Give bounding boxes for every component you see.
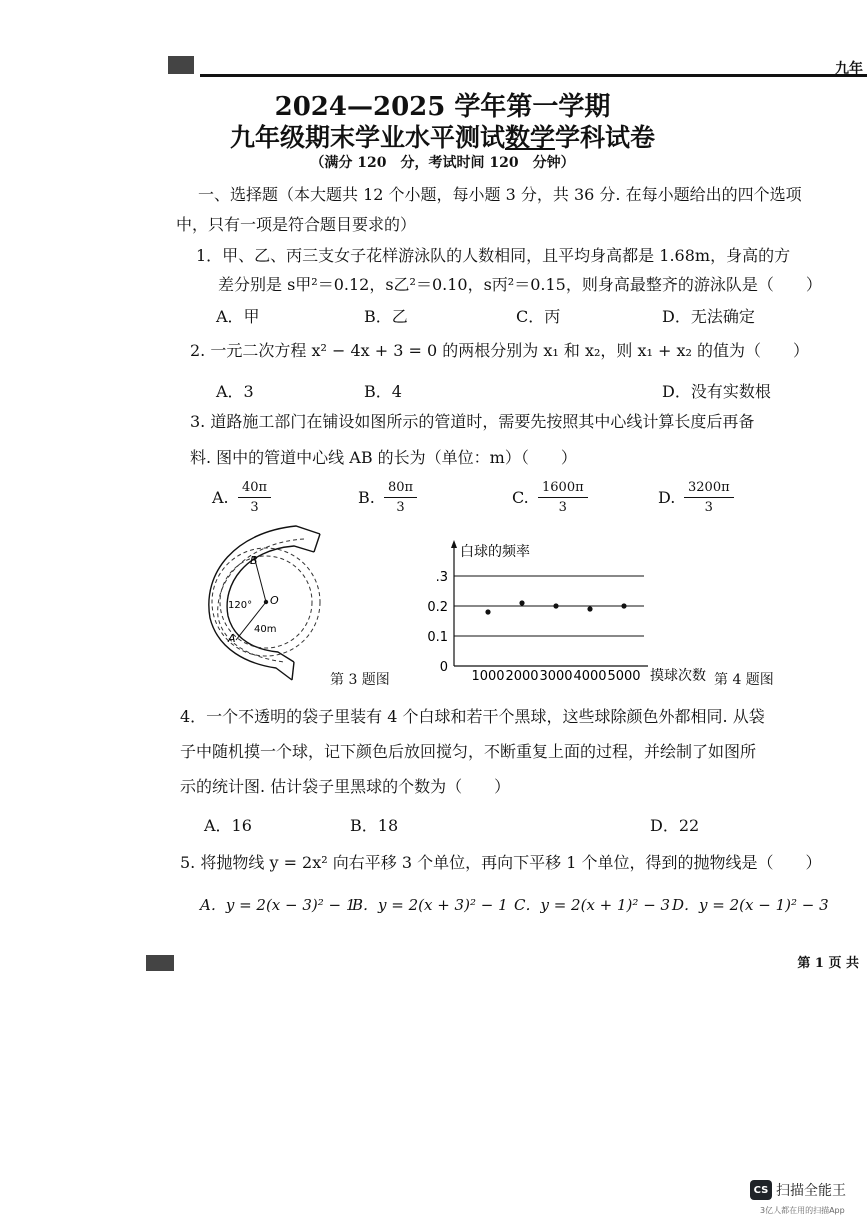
q2-line1: 2. 一元二次方程 x² − 4x + 3 = 0 的两根分别为 x₁ 和 x₂，则 x₁ + x₂ 的值为（ ） <box>190 341 810 360</box>
q3-option-d-fraction <box>684 480 734 515</box>
data-point <box>621 603 626 608</box>
q1-option-a: A．甲 <box>216 307 260 326</box>
q1-option-b: B．乙 <box>364 307 408 326</box>
q3-option-c-denominator: 3 <box>558 500 567 515</box>
q5-line1: 5. 将抛物线 y = 2x² 向右平移 3 个单位，再向下平移 1 个单位，得到的抛物线是（ ） <box>180 853 822 872</box>
q3-option-a-fraction <box>238 480 271 515</box>
header-rule <box>200 74 867 77</box>
q3-option-a-denominator: 3 <box>250 500 259 515</box>
q2-option-b: B．4 <box>364 382 402 401</box>
data-point <box>519 600 524 605</box>
header-right-label: 九年 <box>835 61 863 77</box>
q3-line1: 3. 道路施工部门在铺设如图所示的管道时，需要先按照其中心线计算长度后再备 <box>190 412 755 431</box>
scanner-watermark <box>750 1180 846 1200</box>
q3-option-d-numerator: 3200π <box>684 480 734 498</box>
label-b: B <box>250 554 258 567</box>
x-tick-label: 1000 <box>471 669 505 684</box>
q3-option-d-denominator: 3 <box>704 500 713 515</box>
x-tick-label: 2000 <box>505 669 539 684</box>
scanner-logo-icon: CS <box>750 1180 772 1200</box>
q4-option-a: A．16 <box>204 816 252 835</box>
label-a: A <box>228 632 236 645</box>
scanner-tagline: 3亿人都在用的扫描App <box>760 1206 845 1215</box>
page-number: 第 1 页 共 <box>797 956 859 971</box>
exam-title-year: 2024—2025 学年第一学期 <box>274 92 611 122</box>
y-axis-arrow <box>451 540 457 548</box>
q3-option-b-letter: B. <box>358 488 375 507</box>
q3-option-c-numerator: 1600π <box>538 480 588 498</box>
y-tick-label: 0 <box>439 660 448 675</box>
q2-option-a: A．3 <box>216 382 254 401</box>
q1-option-c: C．丙 <box>516 307 561 326</box>
q3-option-c-letter: C. <box>512 488 529 507</box>
title-part-a: 九年级期末学业水平测试 <box>229 123 505 152</box>
exam-subtitle: （满分 120 分，考试时间 120 分钟） <box>310 155 575 171</box>
q4-figure-caption: 第 4 题图 <box>714 672 774 688</box>
data-point <box>553 603 558 608</box>
section1-line1: 一、选择题（本大题共 12 个小题，每小题 3 分，共 36 分. 在每小题给出的四个选项 <box>198 185 802 204</box>
q3-option-a-numerator: 40π <box>238 480 271 498</box>
q3-line2: 料. 图中的管道中心线 AB 的长为（单位：m）（ ） <box>190 448 577 467</box>
x-tick-label: 5000 <box>607 669 641 684</box>
scanner-app-name: 扫描全能王 <box>776 1183 846 1199</box>
q4-line2: 子中随机摸一个球，记下颜色后放回搅匀，不断重复上面的过程，并绘制了如图所 <box>180 742 757 761</box>
q3-option-b-fraction <box>384 480 417 515</box>
q4-frequency-chart <box>418 536 706 688</box>
q5-option-b: B．y = 2(x + 3)² − 1 <box>352 896 508 914</box>
label-radius: 40m <box>254 624 277 635</box>
q4-option-d: D．22 <box>650 816 700 835</box>
chart-ylabel: 白球的频率 <box>460 544 530 560</box>
y-tick-label: 0.2 <box>427 600 448 615</box>
label-angle: 120° <box>228 600 253 611</box>
q5-option-c: C．y = 2(x + 1)² − 3 <box>514 896 671 914</box>
q3-option-b-denominator: 3 <box>396 500 405 515</box>
q2-option-d: D．没有实数根 <box>662 382 771 401</box>
x-tick-label: 3000 <box>539 669 573 684</box>
q3-option-c-fraction <box>538 480 588 515</box>
q4-option-b: B．18 <box>350 816 399 835</box>
q3-option-b-numerator: 80π <box>384 480 417 498</box>
label-o: O <box>270 594 279 607</box>
section1-line2: 中，只有一项是符合题目要求的） <box>176 215 417 234</box>
x-tick-label: 4000 <box>573 669 607 684</box>
q1-line1: 1．甲、乙、丙三支女子花样游泳队的人数相同，且平均身高都是 1.68m，身高的方 <box>196 246 791 265</box>
title-part-c: 学科试卷 <box>555 123 656 152</box>
q4-line3: 示的统计图. 估计袋子里黑球的个数为（ ） <box>180 777 511 796</box>
q3-figure-caption: 第 3 题图 <box>330 672 390 688</box>
q1-line2: 差分别是 s甲²＝0.12，s乙²＝0.10，s丙²＝0.15，则身高最整齐的游泳队是（ ） <box>218 275 822 294</box>
q3-pipe-diagram <box>196 522 336 686</box>
q1-option-d: D．无法确定 <box>662 307 755 326</box>
q5-option-d: D．y = 2(x − 1)² − 3 <box>672 896 829 914</box>
exam-title-main <box>0 118 867 154</box>
registration-mark-top <box>168 56 194 74</box>
q3-option-d-letter: D. <box>658 488 676 507</box>
q4-line1: 4．一个不透明的袋子里装有 4 个白球和若干个黑球，这些球除颜色外都相同. 从袋 <box>180 707 765 726</box>
data-point <box>485 609 490 614</box>
chart-xlabel: 摸球次数 <box>650 668 706 684</box>
center-point <box>264 600 268 604</box>
q3-option-a-letter: A. <box>212 488 229 507</box>
y-tick-label: .3 <box>435 570 448 585</box>
y-tick-label: 0.1 <box>427 630 448 645</box>
data-point <box>587 606 592 611</box>
q5-option-a: A．y = 2(x − 3)² − 1 <box>200 896 356 914</box>
title-subject: 数学 <box>504 123 555 152</box>
registration-mark-bottom <box>146 955 174 971</box>
